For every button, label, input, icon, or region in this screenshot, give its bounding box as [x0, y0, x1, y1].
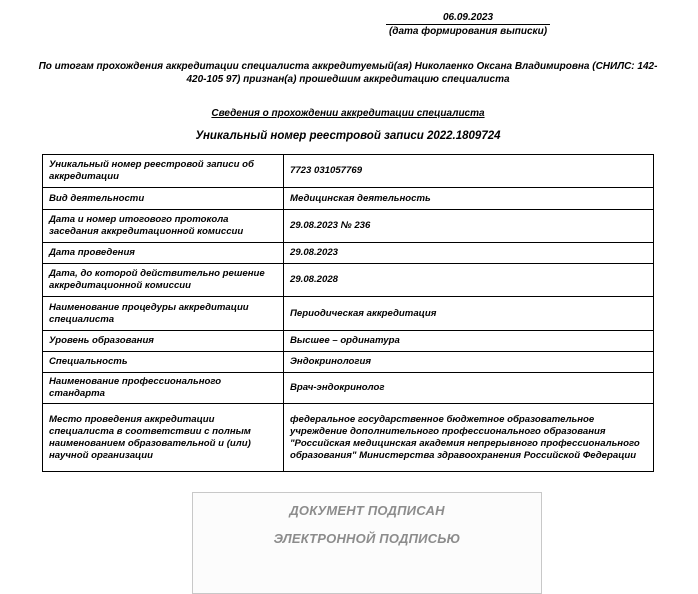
table-row: [43, 243, 654, 264]
stamp-line-1: ДОКУМЕНТ ПОДПИСАН: [289, 503, 445, 518]
table-row: [43, 188, 654, 210]
row-label: Дата, до которой действительно решение аккредитационной комиссии: [43, 264, 284, 297]
row-value: 29.08.2023: [284, 243, 654, 264]
row-label: Специальность: [43, 352, 284, 373]
row-label: Дата и номер итогового протокола заседания аккредитационной комиссии: [43, 210, 284, 243]
registry-number-title: Уникальный номер реестровой записи 2022.1809724: [195, 130, 501, 142]
stamp-line-2: ЭЛЕКТРОННОЙ ПОДПИСЬЮ: [273, 531, 461, 546]
row-value: Медицинская деятельность: [284, 188, 654, 210]
row-value: Врач-эндокринолог: [284, 373, 654, 404]
row-label: Место проведения аккредитации специалиста в соответствии с полным наименованием образовательной и (или) научной организации: [43, 404, 284, 472]
row-value: 29.08.2023 № 236: [284, 210, 654, 243]
statement-date: 06.09.2023: [386, 12, 550, 25]
row-label: Наименование профессионального стандарта: [43, 373, 284, 404]
intro-paragraph: По итогам прохождения аккредитации специалиста аккредитуемый(ая) Николаенко Оксана Владимировна (СНИЛС: 142-420-105 97) признан(а) прошедшим аккредитацию специалиста: [38, 61, 658, 85]
date-block: [386, 12, 550, 37]
row-value: федеральное государственное бюджетное образовательное учреждение дополнительного профессионального образования "Российская медицинская академия непрерывного профессионального образования" Министерства здравоохранения Российской Федерации: [284, 404, 654, 472]
row-value: Высшее – ординатура: [284, 331, 654, 352]
table-row: [43, 264, 654, 297]
table-row: [43, 210, 654, 243]
row-label: Уровень образования: [43, 331, 284, 352]
table-row: [43, 297, 654, 331]
row-label: Уникальный номер реестровой записи об аккредитации: [43, 155, 284, 188]
row-value: 29.08.2028: [284, 264, 654, 297]
accreditation-info-table: [42, 154, 654, 472]
row-label: Дата проведения: [43, 243, 284, 264]
table-row: [43, 404, 654, 472]
table-row: [43, 331, 654, 352]
row-label: Наименование процедуры аккредитации специалиста: [43, 297, 284, 331]
row-label: Вид деятельности: [43, 188, 284, 210]
table-row: [43, 373, 654, 404]
table-row: [43, 155, 654, 188]
section-subtitle: Сведения о прохождении аккредитации специалиста: [211, 108, 485, 119]
electronic-signature-stamp: [192, 492, 542, 594]
row-value: Периодическая аккредитация: [284, 297, 654, 331]
table-row: [43, 352, 654, 373]
statement-date-caption: (дата формирования выписки): [388, 26, 548, 37]
row-value: 7723 031057769: [284, 155, 654, 188]
row-value: Эндокринология: [284, 352, 654, 373]
